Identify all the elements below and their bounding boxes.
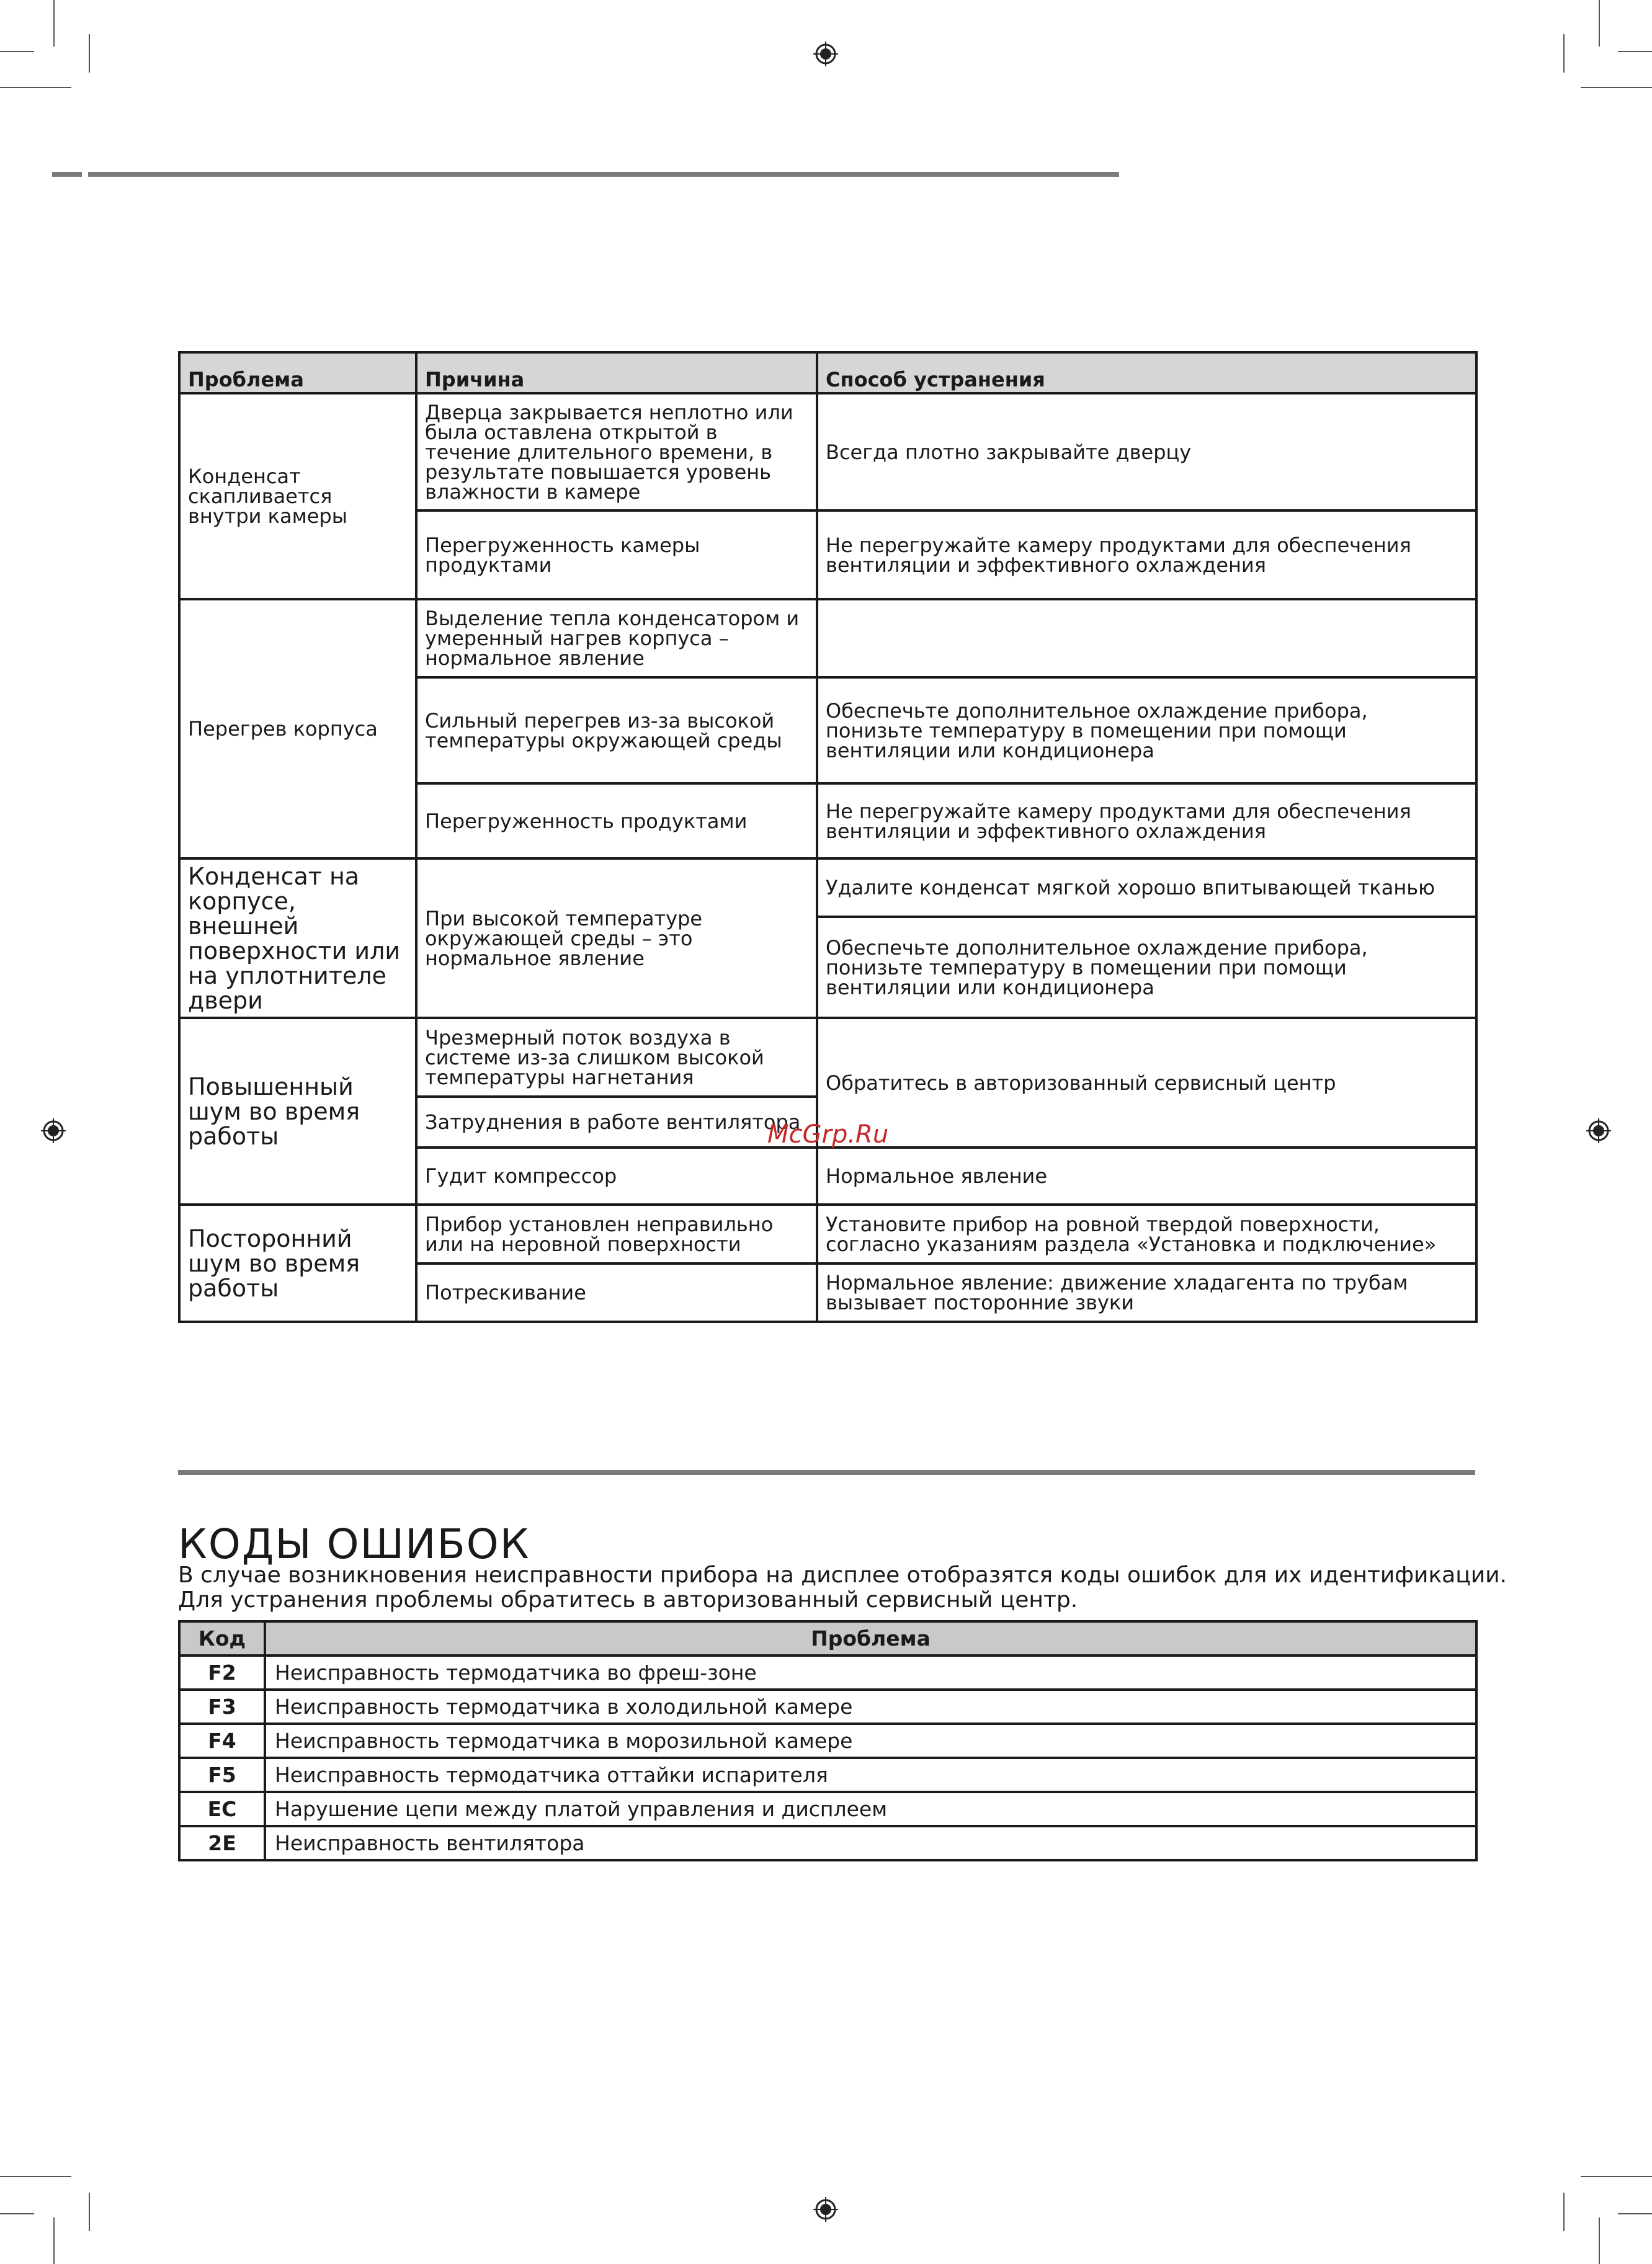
header-problem: Проблема	[265, 1621, 1476, 1656]
crop-mark	[1618, 51, 1652, 52]
code-cell: 2E	[179, 1826, 265, 1860]
crop-mark	[1563, 2193, 1565, 2231]
solution-cell: Не перегружайте камеру продуктами для обеспечения вентиляции и эффективного охлаждения	[817, 783, 1476, 858]
section-intro	[178, 1563, 1543, 1613]
header-rule	[88, 172, 1119, 177]
problem-cell: Неисправность термодатчика оттайки испарителя	[265, 1758, 1476, 1792]
solution-cell: Обратитесь в авторизованный сервисный центр	[817, 1018, 1476, 1148]
table-row	[179, 1826, 1476, 1860]
crop-mark	[89, 34, 90, 73]
crop-mark	[1581, 2176, 1652, 2177]
table-row	[179, 1724, 1476, 1758]
solution-cell: Удалите конденсат мягкой хорошо впитывающей тканью	[817, 858, 1476, 917]
solution-cell: Нормальное явление: движение хладагента по трубам вызывает посторонние звуки	[817, 1263, 1476, 1322]
cause-cell: Сильный перегрев из-за высокой температуры окружающей среды	[416, 677, 817, 783]
solution-cell: Обеспечьте дополнительное охлаждение прибора, понизьте температуру в помещении при помощи вентиляции или кондиционера	[817, 917, 1476, 1018]
header-code: Код	[179, 1621, 265, 1656]
cause-cell: Прибор установлен неправильно или на неровной поверхности	[416, 1205, 817, 1263]
problem-cell: Посторонний шум во время работы	[179, 1205, 416, 1322]
intro-line: В случае возникновения неисправности прибора на дисплее отобразятся коды ошибок для их идентификации.	[178, 1562, 1507, 1588]
code-cell: F3	[179, 1690, 265, 1724]
crop-mark	[53, 2217, 55, 2264]
registration-mark-icon	[1586, 1118, 1611, 1143]
crop-mark	[0, 87, 71, 88]
registration-mark-icon	[41, 1118, 66, 1143]
problem-cell: Неисправность термодатчика во фреш-зоне	[265, 1656, 1476, 1690]
problem-cell: Неисправность термодатчика в холодильной камере	[265, 1690, 1476, 1724]
solution-cell: Обеспечьте дополнительное охлаждение прибора, понизьте температуру в помещении при помощи вентиляции или кондиционера	[817, 677, 1476, 783]
crop-mark	[1599, 2217, 1600, 2264]
cause-cell: Гудит компрессор	[416, 1148, 817, 1205]
cause-cell: При высокой температуре окружающей среды – это нормальное явление	[416, 858, 817, 1018]
crop-mark	[1618, 2213, 1652, 2214]
table-header-row	[179, 1621, 1476, 1656]
cause-cell: Чрезмерный поток воздуха в системе из-за слишком высокой температуры нагнетания	[416, 1018, 817, 1097]
crop-mark	[0, 2176, 71, 2177]
section-title: КОДЫ ОШИБОК	[178, 1520, 530, 1568]
crop-mark	[1563, 34, 1565, 73]
problem-cell: Конденсат на корпусе, внешней поверхности или на уплотнителе двери	[179, 858, 416, 1018]
table-row	[179, 1018, 1476, 1097]
intro-line: Для устранения проблемы обратитесь в авторизованный сервисный центр.	[178, 1587, 1078, 1613]
crop-mark	[1581, 87, 1652, 88]
table-row	[179, 1656, 1476, 1690]
code-cell: F5	[179, 1758, 265, 1792]
solution-cell	[817, 599, 1476, 677]
problem-cell: Нарушение цепи между платой управления и дисплеем	[265, 1792, 1476, 1826]
crop-mark	[89, 2193, 90, 2231]
solution-cell: Нормальное явление	[817, 1148, 1476, 1205]
table-row	[179, 1758, 1476, 1792]
table-header-row	[179, 352, 1476, 393]
crop-mark	[0, 51, 34, 52]
table-row	[179, 599, 1476, 677]
solution-cell: Установите прибор на ровной твердой поверхности, согласно указаниям раздела «Установка и подключение»	[817, 1205, 1476, 1263]
crop-mark	[1599, 0, 1600, 47]
header-problem: Проблема	[179, 352, 416, 393]
troubleshooting-table	[178, 351, 1478, 1323]
crop-mark	[53, 0, 55, 47]
cause-cell: Затруднения в работе вентилятора	[416, 1097, 817, 1148]
code-cell: F2	[179, 1656, 265, 1690]
table-row	[179, 858, 1476, 917]
table-row	[179, 1792, 1476, 1826]
registration-mark-icon	[813, 42, 838, 66]
error-codes-table	[178, 1620, 1478, 1861]
header-rule-short	[52, 172, 82, 177]
cause-cell: Перегруженность камеры продуктами	[416, 510, 817, 599]
solution-cell: Всегда плотно закрывайте дверцу	[817, 393, 1476, 510]
crop-mark	[0, 2213, 34, 2214]
code-cell: EC	[179, 1792, 265, 1826]
cause-cell: Потрескивание	[416, 1263, 817, 1322]
problem-cell: Неисправность вентилятора	[265, 1826, 1476, 1860]
cause-cell: Дверца закрывается неплотно или была оставлена открытой в течение длительного времени, в результате повышается уровень влажности в камере	[416, 393, 817, 510]
problem-cell: Повышенный шум во время работы	[179, 1018, 416, 1205]
solution-cell: Не перегружайте камеру продуктами для обеспечения вентиляции и эффективного охлаждения	[817, 510, 1476, 599]
problem-cell: Перегрев корпуса	[179, 599, 416, 858]
table-row	[179, 1205, 1476, 1263]
cause-cell: Выделение тепла конденсатором и умеренный нагрев корпуса – нормальное явление	[416, 599, 817, 677]
problem-cell: Неисправность термодатчика в морозильной камере	[265, 1724, 1476, 1758]
cause-cell: Перегруженность продуктами	[416, 783, 817, 858]
registration-mark-icon	[813, 2197, 838, 2222]
section-divider	[178, 1470, 1475, 1475]
problem-cell: Конденсат скапливается внутри камеры	[179, 393, 416, 599]
code-cell: F4	[179, 1724, 265, 1758]
table-row	[179, 393, 1476, 510]
watermark: McGrp.Ru	[767, 1120, 889, 1149]
header-solution: Способ устранения	[817, 352, 1476, 393]
table-row	[179, 1690, 1476, 1724]
header-cause: Причина	[416, 352, 817, 393]
